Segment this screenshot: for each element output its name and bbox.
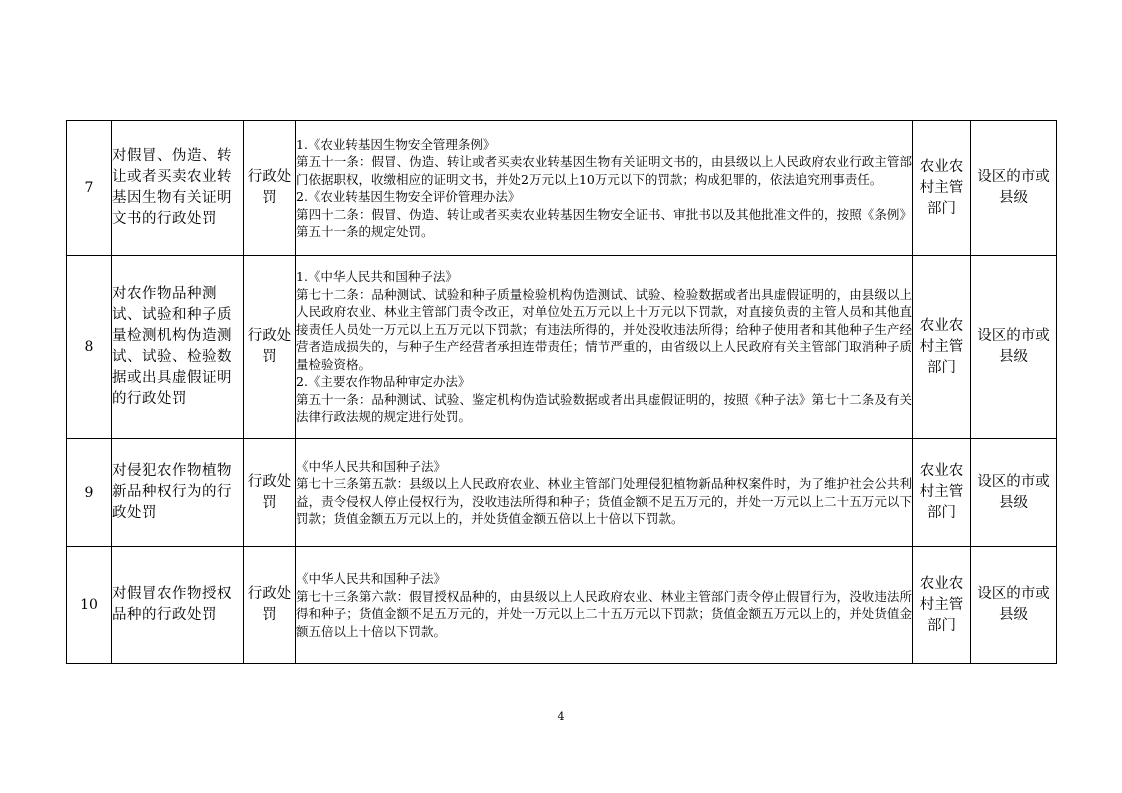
penalty-type: 行政处罚: [244, 121, 296, 256]
law-article: 第七十三条第五款：县级以上人民政府农业、林业主管部门处理侵犯植物新品种权案件时，为了维护社会公共利益，责令侵权人停止侵权行为，没收违法所得和种子；货值金额不足五万元的，并处一万元以上二十五万元以下罚款；货值金额五万元以上的，并处货值金额五倍以上十倍以下罚款。: [296, 476, 912, 526]
enforcement-level: 设区的市或县级: [971, 121, 1057, 256]
law-article: 第五十一条：假冒、伪造、转让或者买卖农业转基因生物有关证明文书的，由县级以上人民政府农业行政主管部门依据职权，收缴相应的证明文书，并处2万元以上10万元以下的罚款；构成犯罪的，依法追究刑事责任。: [296, 154, 912, 187]
law-title: 2.《农业转基因生物安全评价管理办法》: [296, 189, 521, 204]
row-number: 10: [67, 547, 112, 664]
row-number: 7: [67, 121, 112, 256]
legal-basis: [296, 547, 913, 664]
legal-basis: [296, 256, 913, 439]
penalty-item-name: 对假冒、伪造、转让或者买卖农业转基因生物有关证明文书的行政处罚: [112, 121, 244, 256]
table-row: [67, 547, 1057, 664]
law-article: 第七十二条：品种测试、试验和种子质量检验机构伪造测试、试验、检验数据或者出具虚假证明的，由县级以上人民政府农业、林业主管部门责令改正，对单位处五万元以上十万元以下罚款，对直接负责的主管人员和其他直接责任人员处一万元以上五万元以下罚款；有违法所得的，并处没收违法所得；给种子使用者和其他种子生产经营者造成损失的，与种子生产经营者承担连带责任；情节严重的，由省级以上人民政府有关主管部门取消种子质量检验资格。: [296, 286, 912, 372]
responsible-department: 农业农村主管部门: [913, 121, 971, 256]
responsible-department: 农业农村主管部门: [913, 256, 971, 439]
penalty-table: [66, 120, 1057, 664]
law-article: 第七十三条第六款：假冒授权品种的，由县级以上人民政府农业、林业主管部门责令停止假冒行为，没收违法所得和种子；货值金额不足五万元的，并处一万元以上二十五万元以下罚款；货值金额五万元以上的，并处货值金额五倍以上十倍以下罚款。: [296, 588, 912, 639]
law-article: 第四十二条：假冒、伪造、转让或者买卖农业转基因生物安全证书、审批书以及其他批准文件的，按照《条例》第五十一条的规定处罚。: [296, 206, 912, 239]
page-number: 4: [557, 710, 565, 723]
law-title: 1.《中华人民共和国种子法》: [296, 269, 458, 285]
responsible-department: 农业农村主管部门: [913, 439, 971, 547]
penalty-item-name: 对侵犯农作物植物新品种权行为的行政处罚: [112, 439, 244, 547]
table-row: [67, 439, 1057, 547]
enforcement-level: 设区的市或县级: [971, 439, 1057, 547]
penalty-item-name: 对农作物品种测试、试验和种子质量检测机构伪造测试、试验、检验数据或出具虚假证明的行政处罚: [112, 256, 244, 439]
enforcement-level: 设区的市或县级: [971, 256, 1057, 439]
legal-basis: [296, 439, 913, 547]
penalty-type: 行政处罚: [244, 439, 296, 547]
responsible-department: 农业农村主管部门: [913, 547, 971, 664]
table-row: [67, 121, 1057, 256]
law-title: 《中华人民共和国种子法》: [296, 571, 447, 586]
law-title: 2.《主要农作物品种审定办法》: [296, 374, 471, 390]
penalty-type: 行政处罚: [244, 547, 296, 664]
row-number: 9: [67, 439, 112, 547]
law-title: 1.《农业转基因生物安全管理条例》: [296, 136, 496, 152]
legal-basis: [296, 121, 913, 256]
penalty-item-name: 对假冒农作物授权品种的行政处罚: [112, 547, 244, 664]
enforcement-level: 设区的市或县级: [971, 547, 1057, 664]
table-row: [67, 256, 1057, 439]
row-number: 8: [67, 256, 112, 439]
law-title: 《中华人民共和国种子法》: [296, 458, 447, 474]
penalty-type: 行政处罚: [244, 256, 296, 439]
table-body: [67, 121, 1057, 664]
law-article: 第五十一条：品种测试、试验、鉴定机构伪造试验数据或者出具虚假证明的，按照《种子法》第七十二条及有关法律行政法规的规定进行处罚。: [296, 391, 912, 425]
